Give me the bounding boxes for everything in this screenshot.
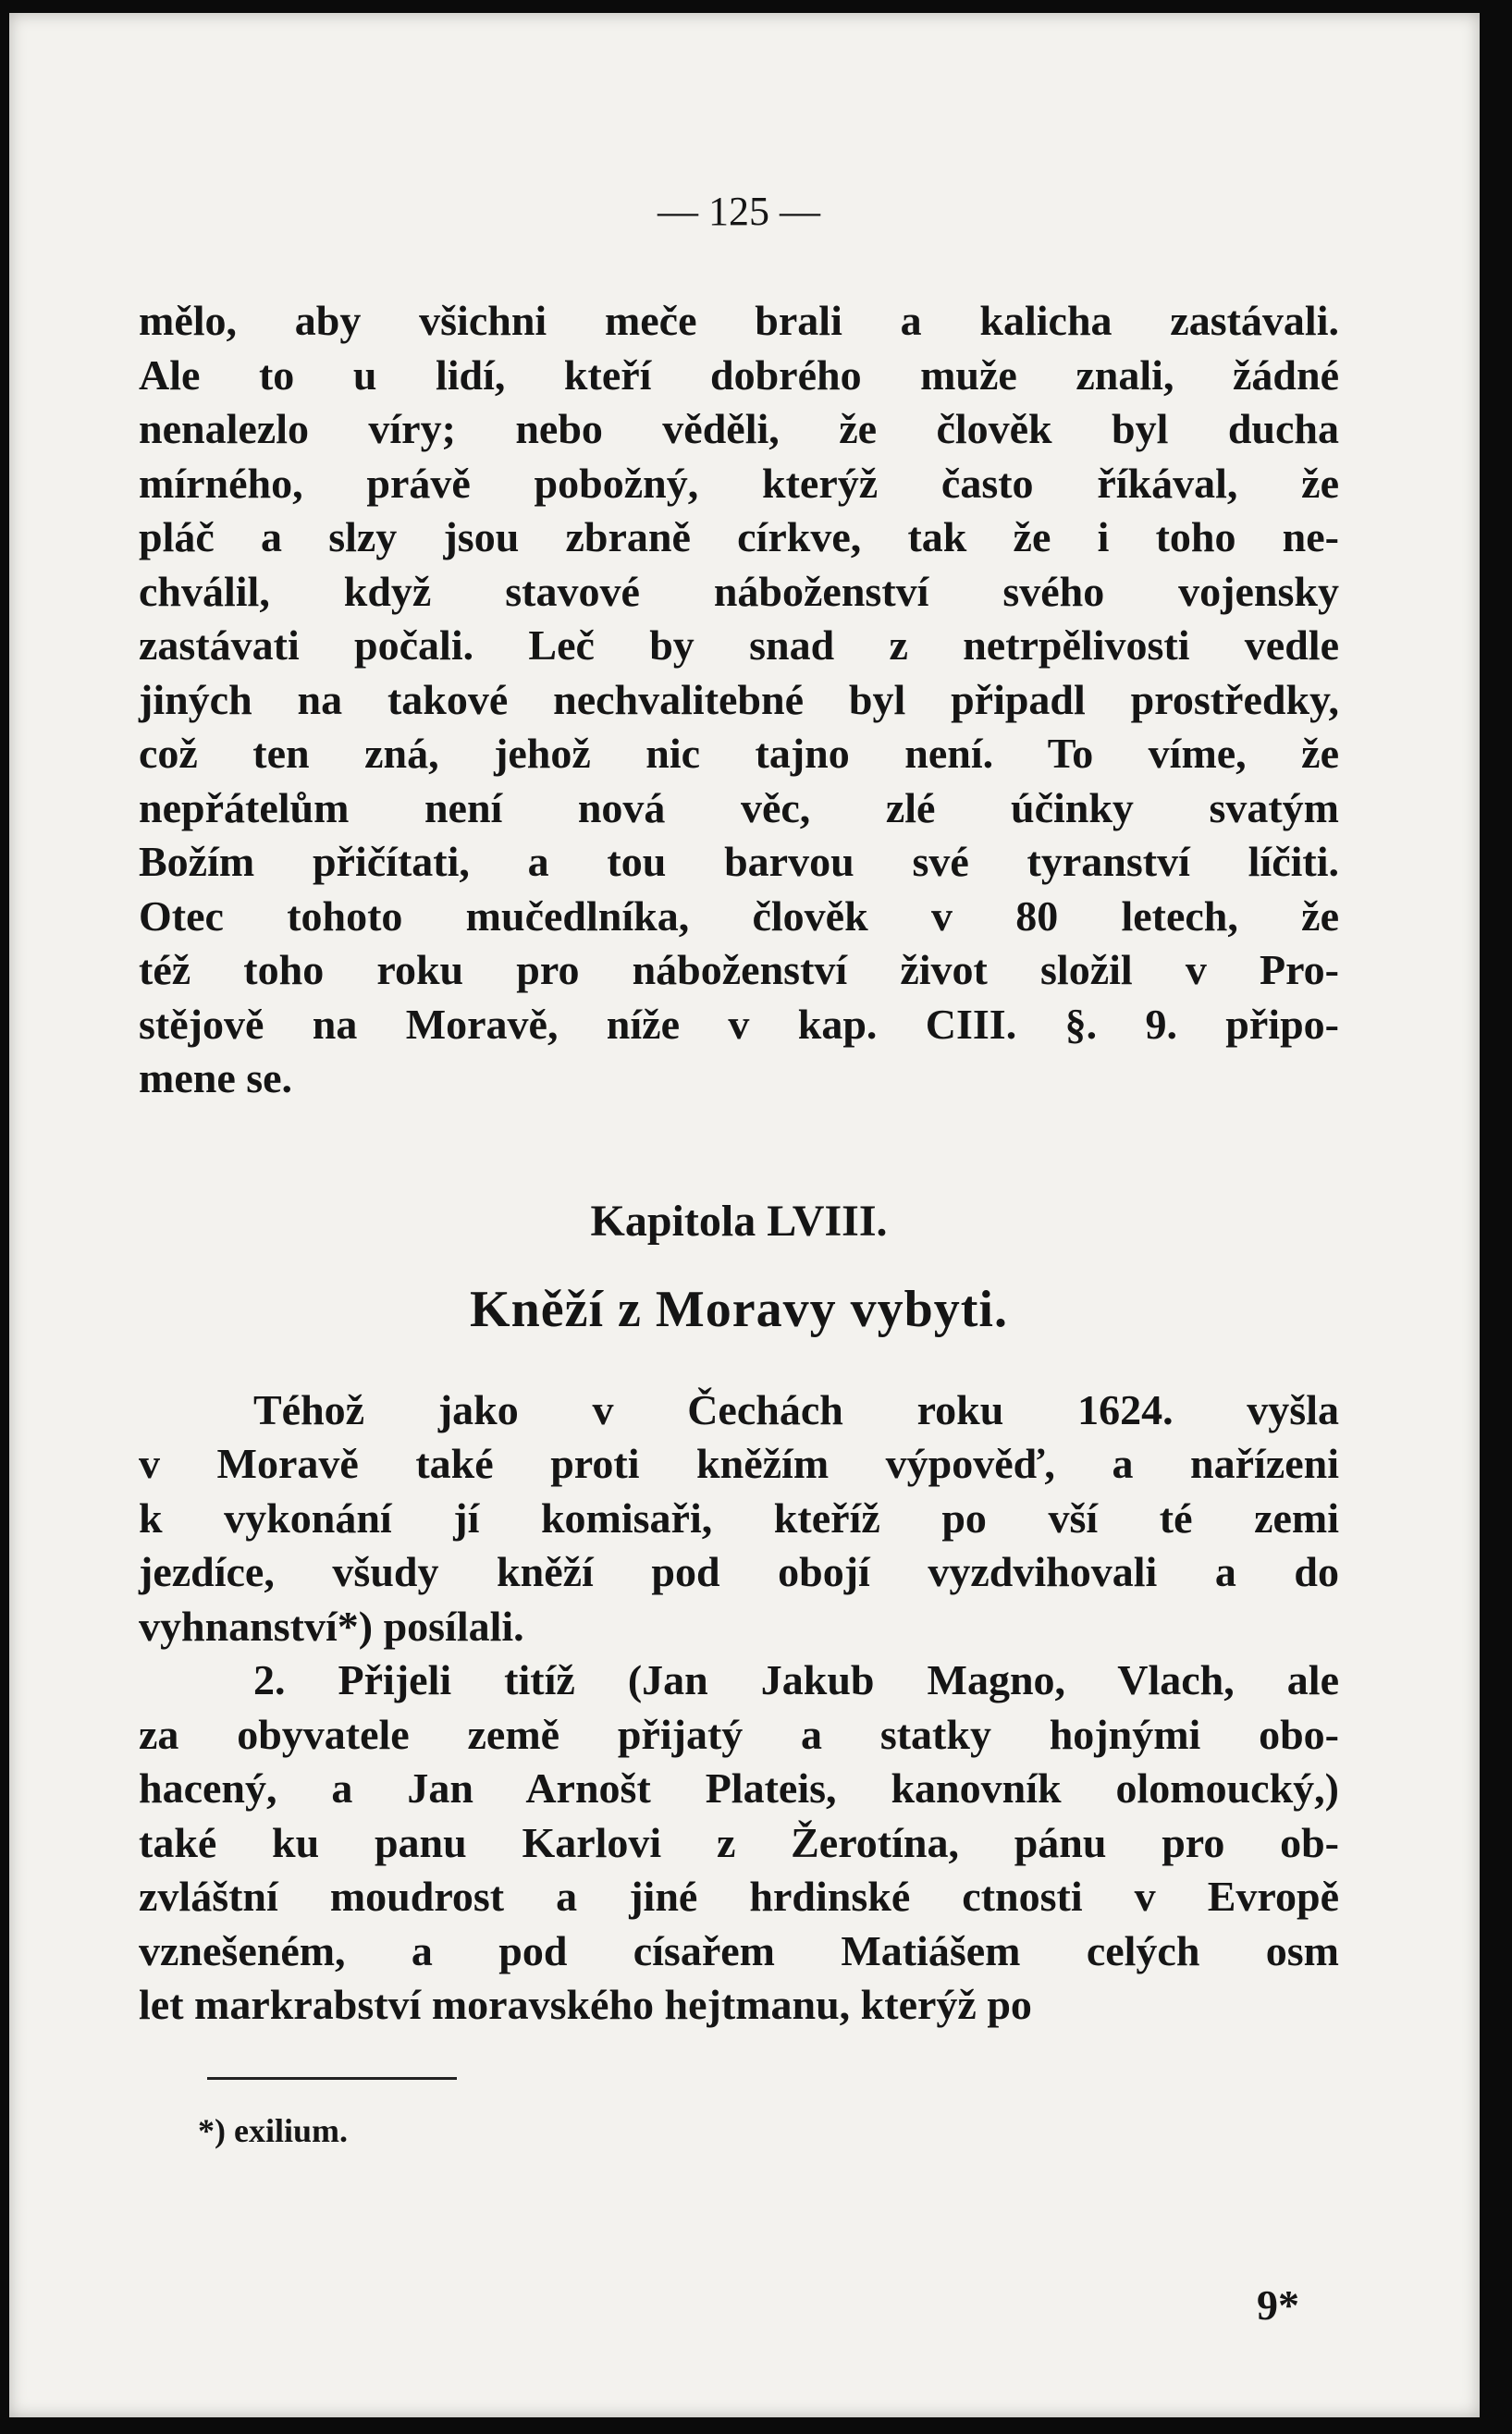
text-line: nepřátelům není nová věc, zlé účinky svatým	[139, 783, 1339, 831]
page-number: — 125 —	[658, 189, 820, 234]
text-line: k vykonání jí komisaři, kteříž po vší té zemi	[139, 1494, 1339, 1542]
text-line: mírného, právě pobožný, kterýž často říkával, že	[139, 459, 1339, 507]
text-line: také ku panu Karlovi z Žerotína, pánu pro ob-	[139, 1818, 1339, 1866]
text-line: což ten zná, jehož nic tajno není. To víme, že	[139, 730, 1339, 777]
text-line: mene se.	[139, 1054, 293, 1101]
text-line: v Moravě také proti kněžím výpověď, a nařízeni	[139, 1440, 1339, 1487]
book-page	[9, 13, 1480, 2417]
text-line: stějově na Moravě, níže v kap. CIII. §. 9. připo-	[139, 1000, 1339, 1048]
text-line: mělo, aby všichni meče brali a kalicha zastávali.	[139, 297, 1339, 344]
text-line: 2. Přijeli titíž (Jan Jakub Magno, Vlach, ale	[253, 1656, 1339, 1703]
footnote: *) exilium.	[198, 2111, 348, 2149]
text-line: Otec tohoto mučedlníka, člověk v 80 letech, že	[139, 891, 1339, 940]
footnote-rule	[207, 2077, 457, 2080]
chapter-label: Kapitola LVIII.	[590, 1196, 888, 1246]
text-line: vyhnanství*) posílali.	[139, 1602, 524, 1650]
chapter-title: Kněží z Moravy vybyti.	[470, 1280, 1008, 1338]
text-line: též toho roku pro náboženství život složil v Pro-	[139, 946, 1339, 993]
text-line: jiných na takové nechvalitebné byl připadl prostředky,	[139, 675, 1339, 723]
page-content	[139, 179, 1339, 2154]
text-line: chválil, když stavové náboženství svého vojensky	[139, 567, 1339, 615]
text-line: zvláštní moudrost a jiné hrdinské ctnosti v Evropě	[139, 1873, 1339, 1920]
text-line: hacený, a Jan Arnošt Plateis, kanovník olomoucký,)	[139, 1764, 1339, 1812]
text-line: let markrabství moravského hejtmanu, kterýž po	[139, 1981, 1032, 2028]
text-line: nenalezlo víry; nebo věděli, že člověk byl ducha	[139, 405, 1339, 452]
text-line: vznešeném, a pod císařem Matiášem celých osm	[139, 1926, 1339, 1974]
text-line: jezdíce, všudy kněží pod obojí vyzdvihovali a do	[139, 1548, 1339, 1595]
paragraph-1	[139, 294, 1339, 1106]
text-line: Božím přičítati, a tou barvou své tyranství líčiti.	[139, 838, 1339, 885]
signature-mark: 9*	[1257, 2281, 1299, 2329]
paragraph-3	[139, 1653, 1339, 2033]
paragraph-2	[139, 1383, 1339, 1654]
text-line: Téhož jako v Čechách roku 1624. vyšla	[253, 1385, 1339, 1433]
text-line: za obyvatele země přijatý a statky hojnými obo-	[139, 1710, 1339, 1758]
text-line: zastávati počali. Leč by snad z netrpělivosti vedle	[139, 621, 1339, 669]
text-line: pláč a slzy jsou zbraně církve, tak že i toho ne-	[139, 513, 1339, 560]
text-line: Ale to u lidí, kteří dobrého muže znali, žádné	[139, 350, 1339, 399]
